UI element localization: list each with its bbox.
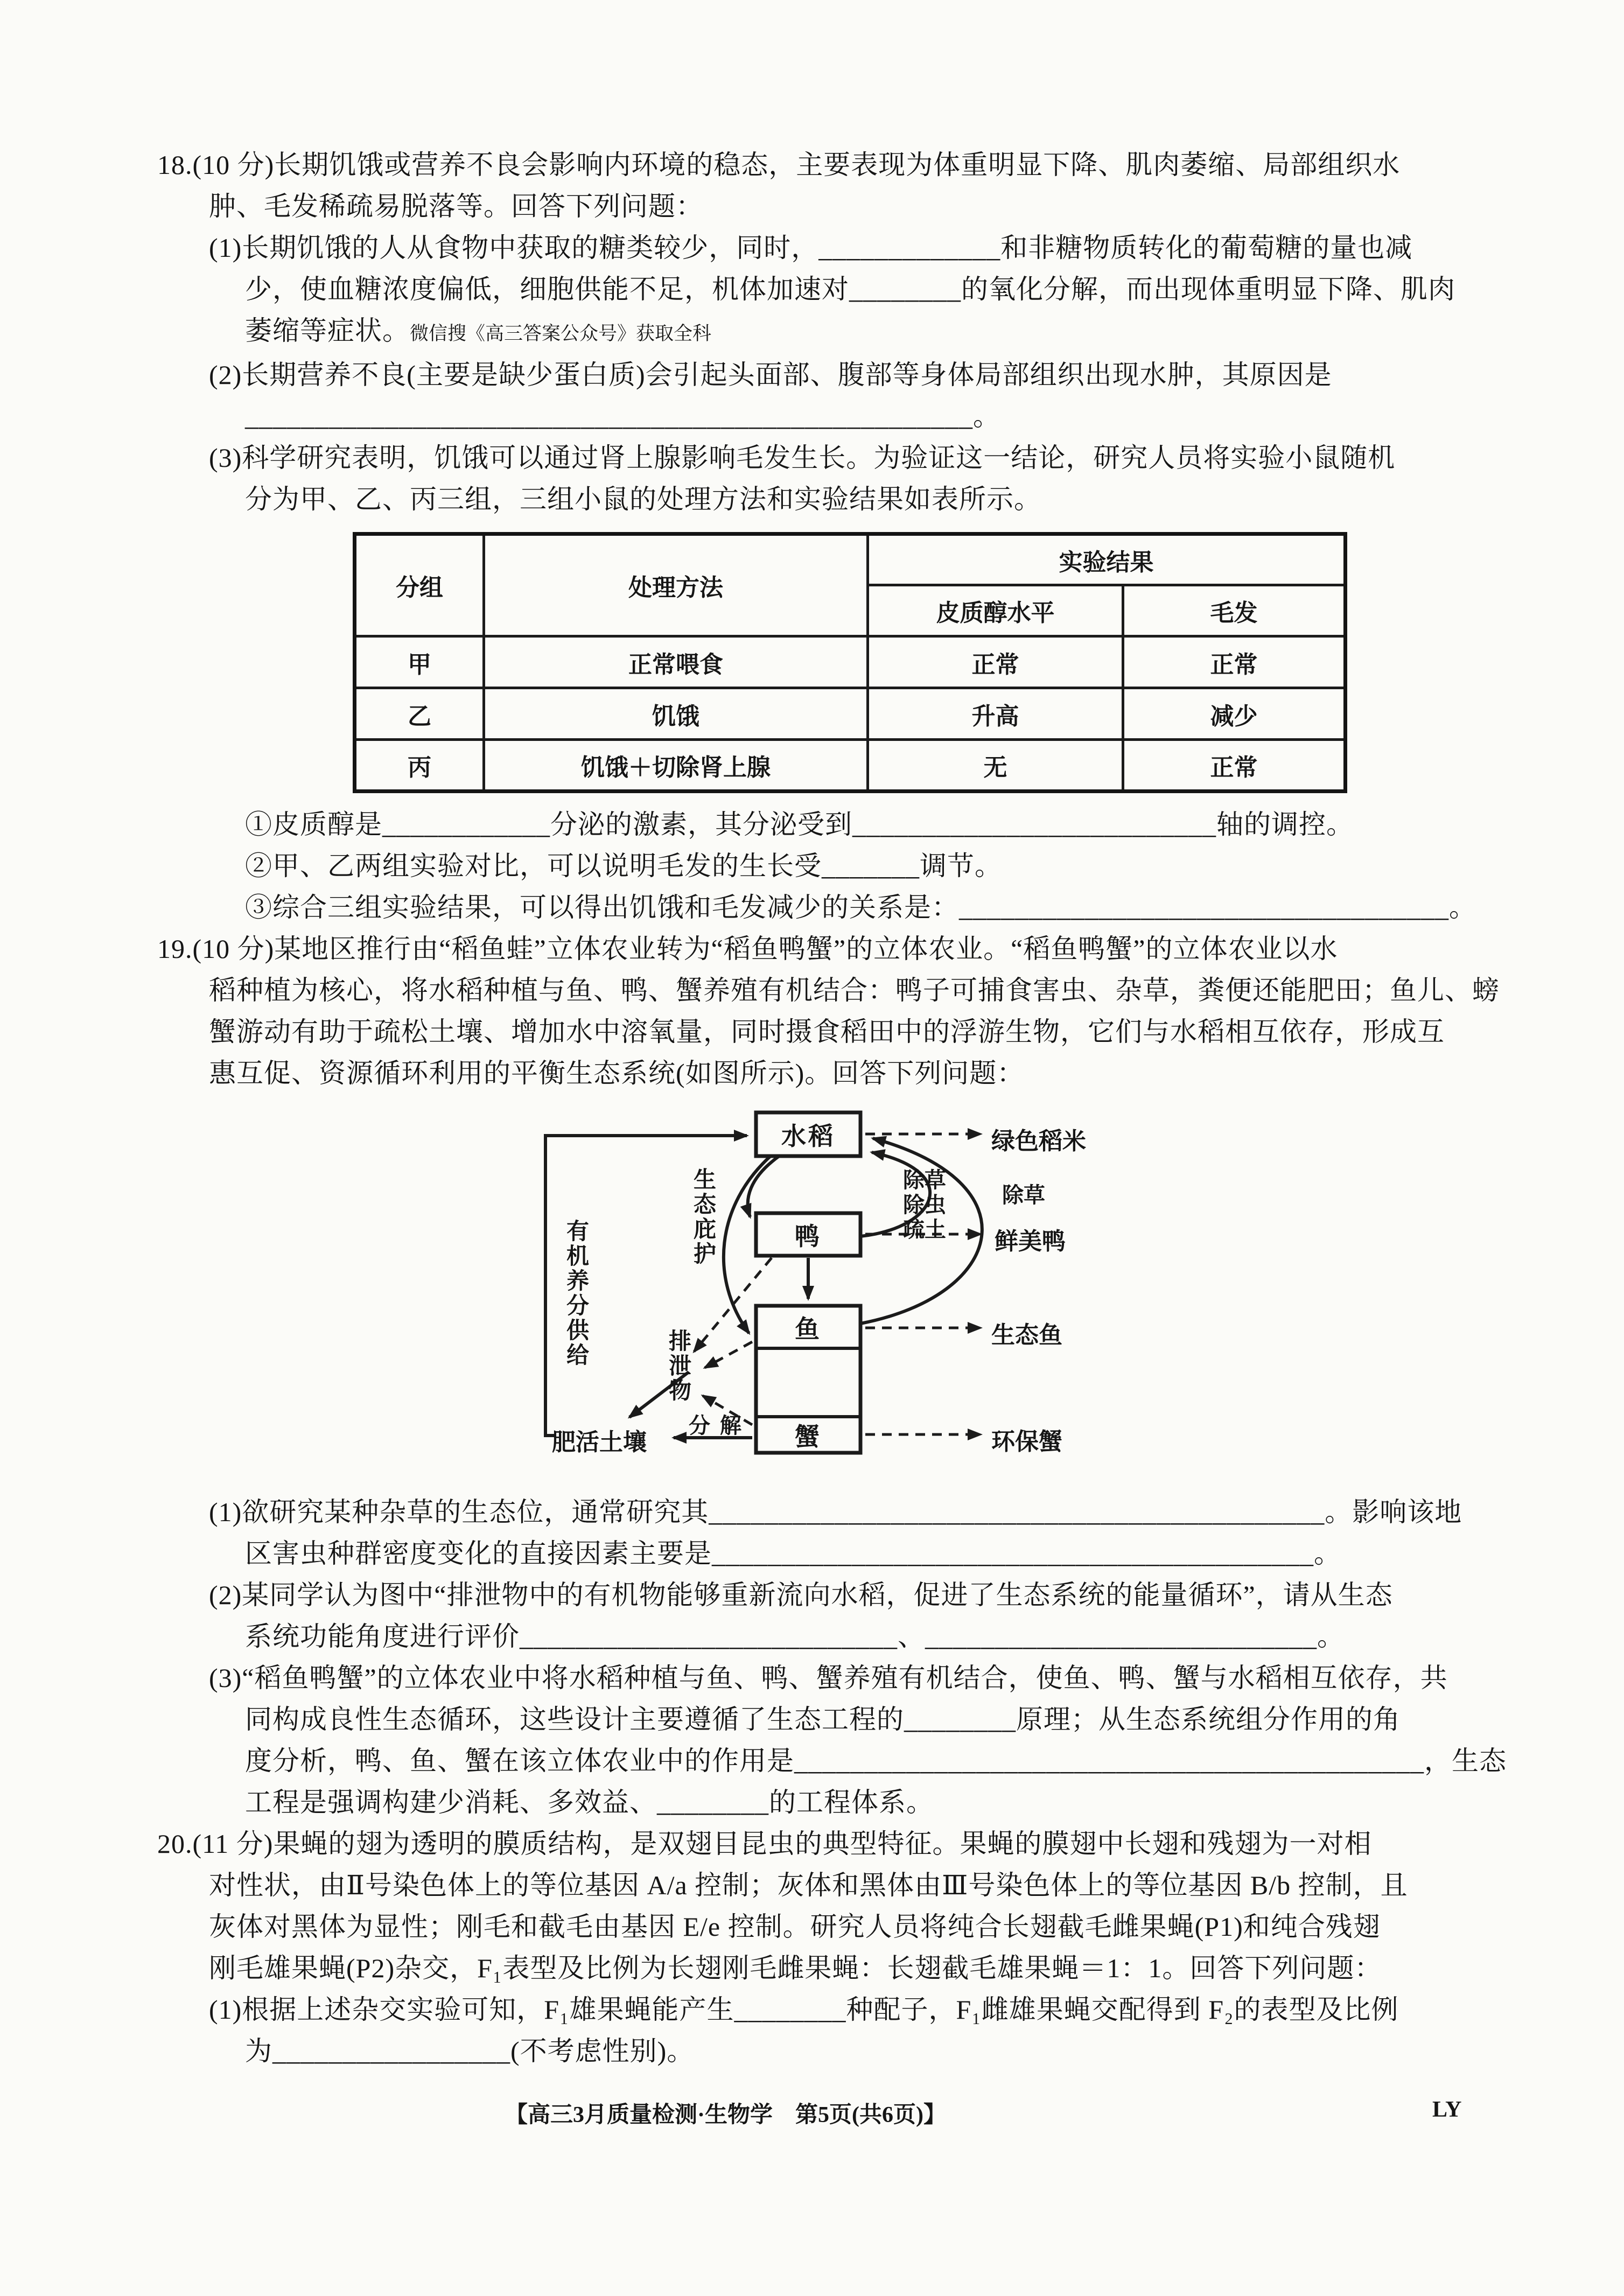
diagram-node-duck: 鸭 [795,1222,822,1250]
cell-cortisol: 无 [868,740,1123,792]
cell-group: 丙 [355,740,484,792]
table-row [355,636,1346,688]
diagram-label-soilwork: 疏土 [903,1217,946,1242]
q20-sub1-line-1: (1)根据上述杂交实验可知，F₁雄果蝇能产生________种配子，F₁雌雄果蝇交配得到 F₂的表型及比例 [209,1994,1399,2025]
q20-sub1-line-2: 为_________________(不考虑性别)。 [245,2036,695,2066]
cell-method: 饥饿＋切除肾上腺 [484,740,868,792]
q19-sub1-line-2: 区害虫种群密度变化的直接因素主要是___________________________________________。 [245,1538,1341,1569]
diagram-label-excrement: 排泄物 [666,1329,690,1403]
table-header-result: 实验结果 [868,534,1346,585]
cell-method: 饥饿 [484,688,868,740]
q19-line-2: 稻种植为核心，将水稻种植与鱼、鸭、蟹养殖有机结合：鸭子可捕食害虫、杂草，粪便还能肥田；鱼儿、螃 [209,975,1500,1005]
q20-line-4: 刚毛雄果蝇(P2)杂交，F₁表型及比例为长翅刚毛雌果蝇：长翅截毛雄果蝇＝1：1。回答下列问题： [209,1953,1382,1983]
cell-cortisol: 升高 [868,688,1123,740]
q19-sub2-line-2: 系统功能角度进行评价___________________________、____________________________。 [245,1621,1345,1651]
q20-line-1: 20.(11 分)果蝇的翅为透明的膜质结构，是双翅目昆虫的典型特征。果蝇的膜翅中长翅和残翅为一对相 [157,1829,1372,1859]
diagram-label-fertile-soil: 肥活土壤 [552,1429,647,1455]
q19-line-3: 蟹游动有助于疏松土壤、增加水中溶氧量，同时摄食稻田中的浮游生物，它们与水稻相互依存，形成互 [209,1017,1445,1047]
q18-sub1-line-2: 少，使血糖浓度偏低，细胞供能不足，机体加速对________的氧化分解，而出现体重明显下降、肌肉 [245,274,1455,304]
footer-code: LY [1432,2097,1462,2122]
answer-promo-text: 微信搜《高三答案公众号》获取全科 [410,323,712,344]
table-row [355,740,1346,792]
cell-group: 乙 [355,688,484,740]
q19-sub3-line-3: 度分析，鸭、鱼、蟹在该立体农业中的作用是_____________________________________________，生态 [245,1746,1507,1776]
diagram-product-eco-crab: 环保蟹 [991,1429,1062,1455]
q19-sub3-line-1: (3)“稻鱼鸭蟹”的立体农业中将水稻种植与鱼、鸭、蟹养殖有机结合，使鱼、鸭、蟹与水稻相互依存，共 [209,1663,1448,1693]
cell-hair: 正常 [1123,636,1346,688]
diagram-label-decompose: 分解 [689,1413,751,1438]
q18-sub3-item-3: ③综合三组实验结果，可以得出饥饿和毛发减少的关系是：___________________________________。 [245,892,1476,922]
q18-sub3-item-1: ①皮质醇是____________分泌的激素，其分泌受到__________________________轴的调控。 [245,809,1354,839]
cell-method: 正常喂食 [484,636,868,688]
table-header-hair: 毛发 [1123,585,1346,636]
q19-sub3-line-4: 工程是强调构建少消耗、多效益、________的工程体系。 [245,1787,934,1817]
cell-hair: 减少 [1123,688,1346,740]
diagram-label-weed-2: 除草 [1002,1183,1045,1207]
diagram-node-fish: 鱼 [795,1315,822,1343]
table-header-cortisol: 皮质醇水平 [868,585,1123,636]
diagram-node-rice: 水稻 [781,1122,835,1150]
page-footer [0,2097,1624,2129]
table-header-method: 处理方法 [484,534,868,636]
q18-sub3-line-1: (3)科学研究表明，饥饿可以通过肾上腺影响毛发生长。为验证这一结论，研究人员将实验小鼠随机 [209,443,1396,473]
ecosystem-diagram [536,1106,1260,1483]
experiment-table [353,532,1347,793]
q18-sub3-line-2: 分为甲、乙、丙三组，三组小鼠的处理方法和实验结果如表所示。 [245,484,1041,514]
diagram-label-eco-shelter: 生态庇护 [690,1167,715,1266]
diagram-product-tasty-duck: 鲜美鸭 [995,1228,1066,1255]
q20-line-3: 灰体对黑体为显性；刚毛和截毛由基因 E/e 控制。研究人员将纯合长翅截毛雌果蝇(P1)和纯合残翅 [209,1912,1381,1942]
q18-sub3-item-2: ②甲、乙两组实验对比，可以说明毛发的生长受_______调节。 [245,851,1002,881]
cell-hair: 正常 [1123,740,1346,792]
q19-sub3-line-2: 同构成良性生态循环，这些设计主要遵循了生态工程的________原理；从生态系统组分作用的角 [245,1704,1401,1734]
diagram-label-insect: 除虫 [903,1193,946,1217]
q18-sub2-blank-line: ____________________________________________________。 [245,401,1000,431]
q18-sub1-line-3-text: 萎缩等症状。 [245,316,410,346]
diagram-label-organic-supply: 有机养分供给 [563,1219,588,1368]
q18-sub2-line-1: (2)长期营养不良(主要是缺少蛋白质)会引起头面部、腹部等身体局部组织出现水肿，其原因是 [209,360,1332,390]
q18-sub1-line-3 [0,310,1624,354]
diagram-label-weed-1: 除草 [903,1168,946,1192]
q19-line-4: 惠互促、资源循环利用的平衡生态系统(如图所示)。回答下列问题： [209,1058,1025,1088]
footer-exam-title: 【高三3月质量检测·生物学 第5页(共6页)】 [505,2103,946,2127]
table-header-group: 分组 [355,534,484,636]
cell-group: 甲 [355,636,484,688]
q19-sub2-line-1: (2)某同学认为图中“排泄物中的有机物能够重新流向水稻，促进了生态系统的能量循环”，请从生态 [209,1580,1393,1610]
q18-line-2: 肿、毛发稀疏易脱落等。回答下列问题： [209,191,703,221]
q20-line-2: 对性状，由Ⅱ号染色体上的等位基因 A/a 控制；灰体和黑体由Ⅲ号染色体上的等位基因 B/b 控制，且 [209,1870,1408,1900]
table-row [355,688,1346,740]
q18-sub1-line-1: (1)长期饥饿的人从食物中获取的糖类较少，同时，_____________和非糖物质转化的葡萄糖的量也减 [209,233,1413,263]
diagram-product-green-rice: 绿色稻米 [991,1128,1086,1154]
q19-line-1: 19.(10 分)某地区推行由“稻鱼蛙”立体农业转为“稻鱼鸭蟹”的立体农业。“稻鱼鸭蟹”的立体农业以水 [157,934,1338,964]
q18-line-1: 18.(10 分)长期饥饿或营养不良会影响内环境的稳态，主要表现为体重明显下降、肌肉萎缩、局部组织水 [157,150,1401,180]
q19-sub1-line-1: (1)欲研究某种杂草的生态位，通常研究其____________________________________________。影响该地 [209,1497,1462,1527]
diagram-node-crab: 蟹 [795,1423,822,1451]
cell-cortisol: 正常 [868,636,1123,688]
diagram-product-eco-fish: 生态鱼 [991,1322,1062,1348]
